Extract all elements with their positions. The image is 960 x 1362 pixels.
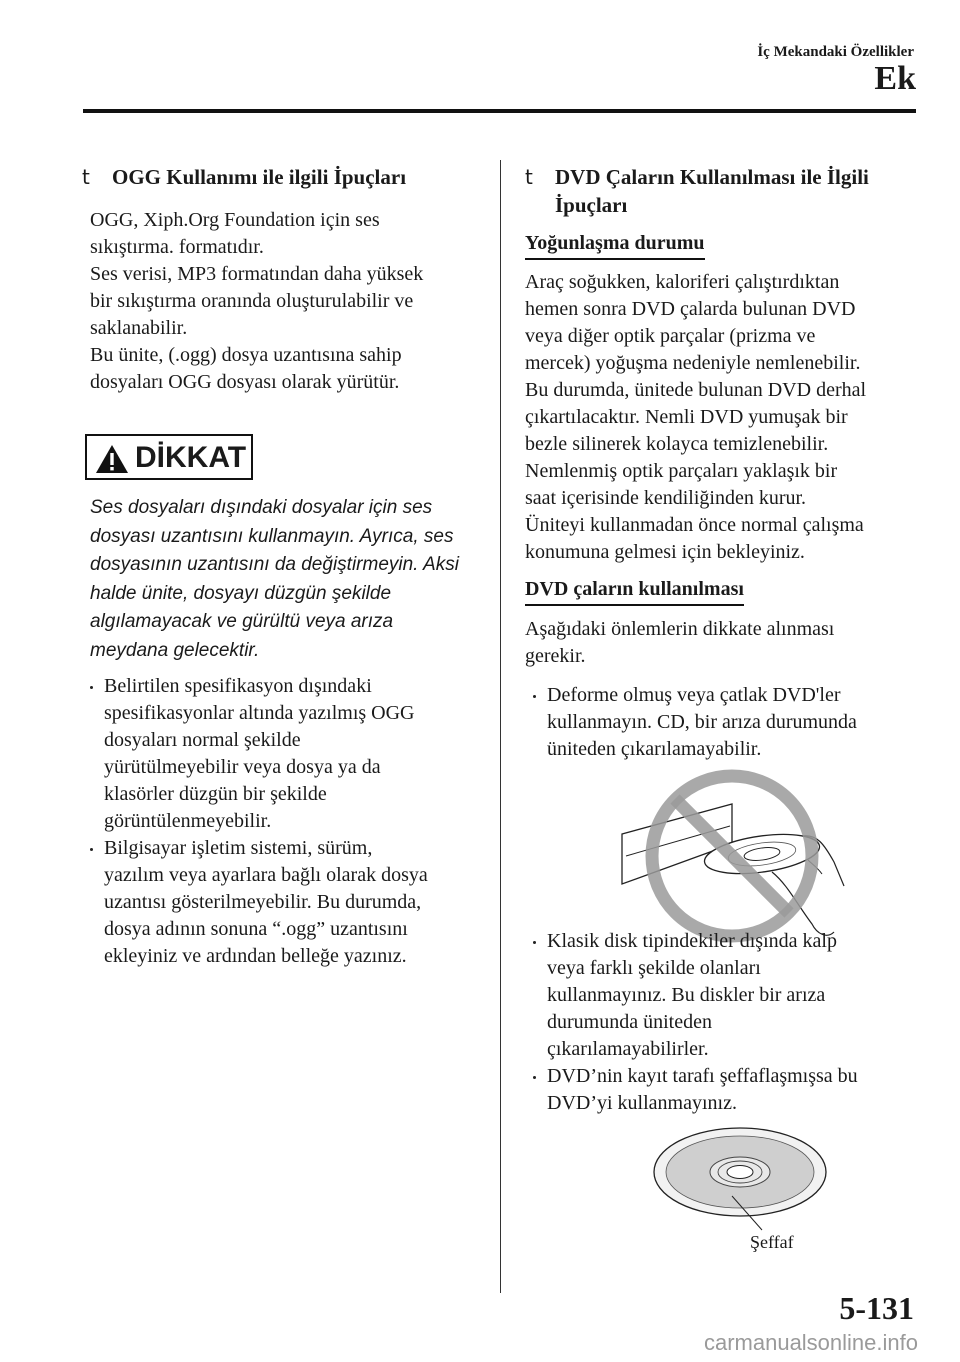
- ogg-bullet-list: [90, 673, 480, 970]
- list-item: [533, 1063, 913, 1117]
- text-line: Nemlenmiş optik parçaları yaklaşık bir: [525, 460, 838, 482]
- running-header-chapter: Ek: [874, 60, 916, 97]
- text-line: dosya adının sonuna “.ogg” uzantısını: [104, 918, 408, 940]
- ogg-heading-text: OGG Kullanımı ile ilgili İpuçları: [112, 165, 407, 189]
- text-line: yürütülmeyebilir veya dosya ya da: [104, 756, 381, 778]
- text-line: dosyasının uzantısını da değiştirmeyin. Aksi: [90, 554, 459, 575]
- text-line: bir sıkıştırma oranında oluşturulabilir ve: [90, 290, 414, 312]
- ogg-section-heading: [82, 163, 482, 191]
- section-marker: t: [525, 165, 533, 189]
- text-line: kullanmayın. CD, bir arıza durumunda: [547, 711, 857, 733]
- text-line: Ses verisi, MP3 formatından daha yüksek: [90, 263, 424, 285]
- text-line: halde ünite, dosyayı düzgün şekilde: [90, 582, 392, 604]
- text-line: Belirtilen spesifikasyon dışındaki: [104, 675, 372, 697]
- section-marker: t: [82, 165, 90, 189]
- deformed-disc-prohibited-figure: [612, 764, 852, 944]
- text-line: saklanabilir.: [90, 317, 188, 339]
- list-item: [90, 673, 480, 835]
- caution-title: DİKKAT: [135, 441, 247, 474]
- text-line: DVD’nin kayıt tarafı şeffaflaşmışsa bu: [547, 1065, 858, 1087]
- text-line: çıkarılamayabilirler.: [547, 1038, 709, 1060]
- condensation-subheading: Yoğunlaşma durumu: [525, 230, 705, 260]
- page-number: 5-131: [839, 1290, 914, 1326]
- transparent-disc-figure: [650, 1124, 830, 1264]
- text-line: bezle silinerek kolayca temizlenebilir.: [525, 433, 829, 455]
- text-line: üniteden çıkarılamayabilir.: [547, 738, 762, 760]
- text-line: Üniteyi kullanmadan önce normal çalışma: [525, 514, 864, 536]
- text-line: Araç soğukken, kaloriferi çalıştırdıktan: [525, 271, 840, 293]
- text-line: hemen sonra DVD çalarda bulunan DVD: [525, 298, 856, 320]
- text-line: durumunda üniteden: [547, 1011, 712, 1033]
- warning-triangle-icon: [95, 444, 129, 474]
- text-line: gerekir.: [525, 645, 586, 667]
- text-line: görüntülenmeyebilir.: [104, 810, 272, 832]
- text-line: dosyası uzantısını kullanmayın. Ayrıca, ses: [90, 525, 454, 547]
- text-line: dosyaları normal şekilde: [104, 729, 301, 751]
- text-line: DVD’yi kullanmayınız.: [547, 1092, 737, 1114]
- text-line: veya diğer optik parçalar (prizma ve: [525, 325, 816, 347]
- caution-box: [85, 434, 253, 480]
- column-divider: [500, 160, 501, 1293]
- ogg-paragraph: [90, 207, 480, 396]
- text-line: dosyaları OGG dosyası olarak yürütür.: [90, 371, 400, 393]
- text-line: kullanmayınız. Bu diskler bir arıza: [547, 984, 826, 1006]
- text-line: klasörler düzgün bir şekilde: [104, 783, 327, 805]
- transparent-label: Şeffaf: [750, 1232, 794, 1252]
- text-line: Bilgisayar işletim sistemi, sürüm,: [104, 837, 373, 859]
- dvd-heading-line: DVD Çaların Kullanılması ile İlgili: [555, 165, 869, 189]
- condensation-paragraph: [525, 269, 915, 566]
- text-line: çıkartılacaktır. Nemli DVD yumuşak bir: [525, 406, 848, 428]
- list-item: [533, 682, 913, 763]
- text-line: OGG, Xiph.Org Foundation için ses: [90, 209, 380, 231]
- text-line: Bu durumda, ünitede bulunan DVD derhal: [525, 379, 867, 401]
- bullet-dot: [90, 686, 93, 689]
- dvd-bullet-1: [533, 682, 913, 763]
- bullet-dot: [533, 941, 536, 944]
- bullet-dot: [90, 848, 93, 851]
- text-line: meydana gelecektir.: [90, 639, 260, 661]
- text-line: Bu ünite, (.ogg) dosya uzantısına sahip: [90, 344, 402, 366]
- text-line: konumuna gelmesi için bekleyiniz.: [525, 541, 805, 563]
- text-line: uzantısı gösterilmeyebilir. Bu durumda,: [104, 891, 422, 913]
- caution-text: [90, 494, 480, 665]
- text-line: ekleyiniz ve ardından belleğe yazınız.: [104, 945, 407, 967]
- list-item: [90, 835, 480, 970]
- text-line: veya farklı şekilde olanları: [547, 957, 761, 979]
- text-line: Aşağıdaki önlemlerin dikkate alınması: [525, 618, 835, 640]
- dvd-section-heading: [525, 163, 915, 219]
- text-line: Ses dosyaları dışındaki dosyalar için ses: [90, 497, 433, 518]
- text-line: mercek) yoğuşma nedeniyle nemlenebilir.: [525, 352, 861, 374]
- watermark: carmanualsonline.info: [703, 1330, 918, 1355]
- header-rule: [83, 109, 916, 113]
- bullet-dot: [533, 695, 536, 698]
- text-line: Klasik disk tipindekiler dışında kalp: [547, 930, 837, 952]
- bullet-dot: [533, 1076, 536, 1079]
- text-line: algılamayacak ve gürültü veya arıza: [90, 611, 394, 632]
- list-item: [533, 928, 913, 1063]
- text-line: saat içerisinde kendiliğinden kurur.: [525, 487, 807, 509]
- text-line: Deforme olmuş veya çatlak DVD'ler: [547, 684, 841, 706]
- running-header-section: İç Mekandaki Özellikler: [757, 44, 914, 60]
- dvd-heading-line: İpuçları: [555, 193, 628, 217]
- dvd-usage-subheading: DVD çaların kullanılması: [525, 576, 744, 606]
- dvd-usage-paragraph: [525, 616, 915, 670]
- text-line: yazılım veya ayarlara bağlı olarak dosya: [104, 864, 428, 886]
- text-line: sıkıştırma. formatıdır.: [90, 236, 264, 258]
- dvd-bullet-2-3: [533, 928, 913, 1117]
- text-line: spesifikasyonlar altında yazılmış OGG: [104, 702, 415, 724]
